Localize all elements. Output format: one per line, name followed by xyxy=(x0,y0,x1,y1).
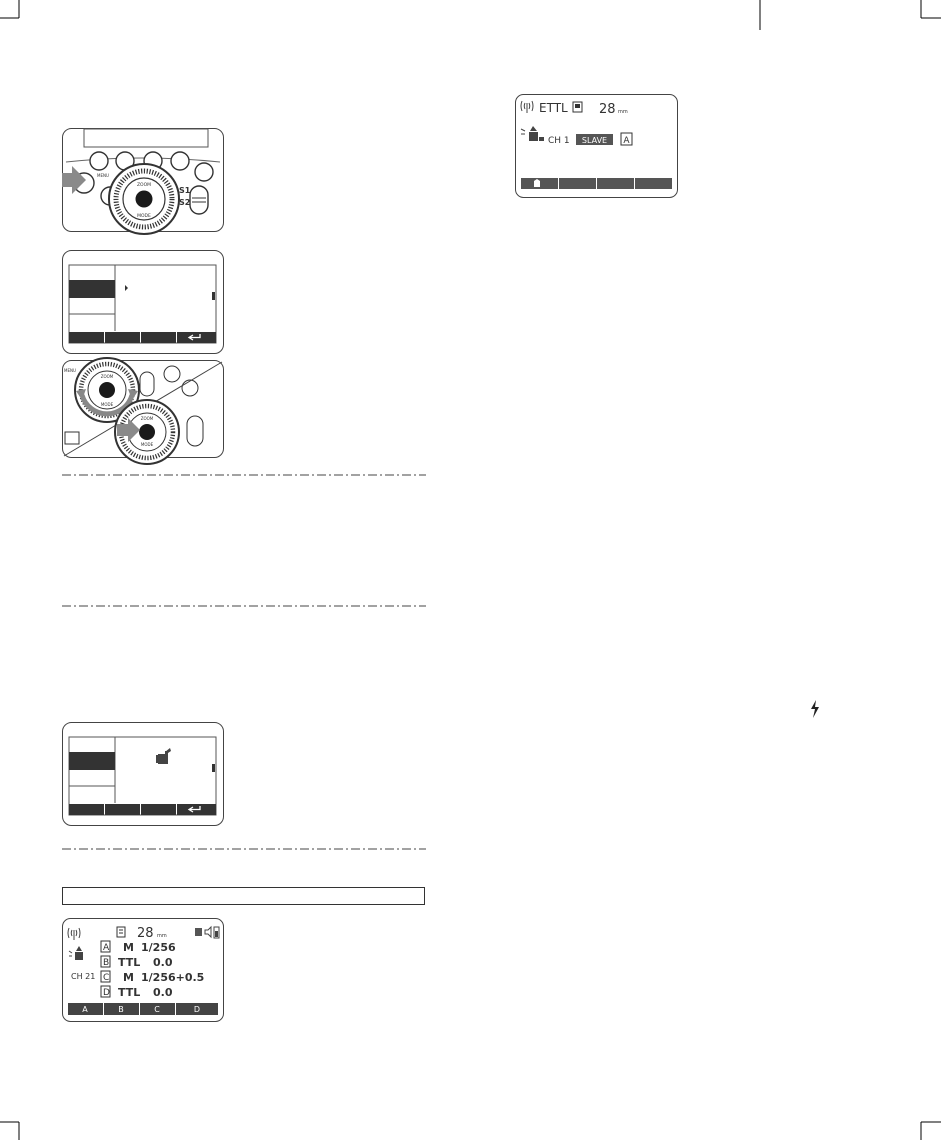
sync-icon xyxy=(195,928,202,936)
slave-lcd-panel xyxy=(515,94,678,198)
rotate-mode-label: MODE xyxy=(100,402,114,407)
group-label: A xyxy=(623,136,630,146)
divider xyxy=(62,847,426,851)
rotate-menu-label: MENU xyxy=(64,368,76,373)
group-a-mode: M xyxy=(123,941,134,954)
svg-text:ZOOM: ZOOM xyxy=(140,416,154,421)
svg-text:MODE: MODE xyxy=(140,442,154,447)
group-a-value: 1/256 xyxy=(141,941,176,954)
channel-label: CH 1 xyxy=(548,136,570,146)
svg-text:S1: S1 xyxy=(179,186,191,195)
zoom-unit: mm xyxy=(157,933,167,939)
flash-icon xyxy=(810,700,820,718)
svg-text:S2: S2 xyxy=(179,198,191,207)
group-a-id: A xyxy=(103,943,110,953)
menu-lcd-panel xyxy=(62,250,224,354)
mode-dial-label: MODE xyxy=(137,214,151,219)
tab-b[interactable]: B xyxy=(118,1005,124,1014)
group-b-id: B xyxy=(103,958,110,968)
group-d-value: 0.0 xyxy=(153,986,173,999)
channel-label: CH 21 xyxy=(71,972,96,981)
mode-label: ETTL xyxy=(539,101,568,115)
section-header-box xyxy=(62,887,425,905)
group-c-value: 1/256+0.5 xyxy=(141,971,205,984)
rotate-zoom-label: ZOOM xyxy=(100,374,114,379)
group-c-id: C xyxy=(103,973,110,983)
flash-body-menu-panel xyxy=(62,128,224,232)
divider xyxy=(62,604,426,608)
role-label: SLAVE xyxy=(581,136,608,145)
menu-button-label: MENU xyxy=(97,173,109,178)
group-d-id: D xyxy=(103,988,110,998)
group-b-mode: TTL xyxy=(118,956,141,969)
dial-rotate-panel xyxy=(62,360,224,458)
group-b-value: 0.0 xyxy=(153,956,173,969)
group-c-mode: M xyxy=(123,971,134,984)
zoom-dial-label: ZOOM xyxy=(136,183,152,188)
divider xyxy=(62,473,426,477)
zoom-value: 28 xyxy=(137,926,154,941)
group-lcd-panel xyxy=(62,918,224,1022)
tab-c[interactable]: C xyxy=(154,1005,160,1014)
menu-lcd-hand-panel xyxy=(62,722,224,826)
group-d-mode: TTL xyxy=(118,986,141,999)
tab-d[interactable]: D xyxy=(193,1005,201,1014)
zoom-value: 28 xyxy=(599,102,616,117)
zoom-unit: mm xyxy=(618,109,628,115)
tab-a[interactable]: A xyxy=(82,1005,88,1014)
